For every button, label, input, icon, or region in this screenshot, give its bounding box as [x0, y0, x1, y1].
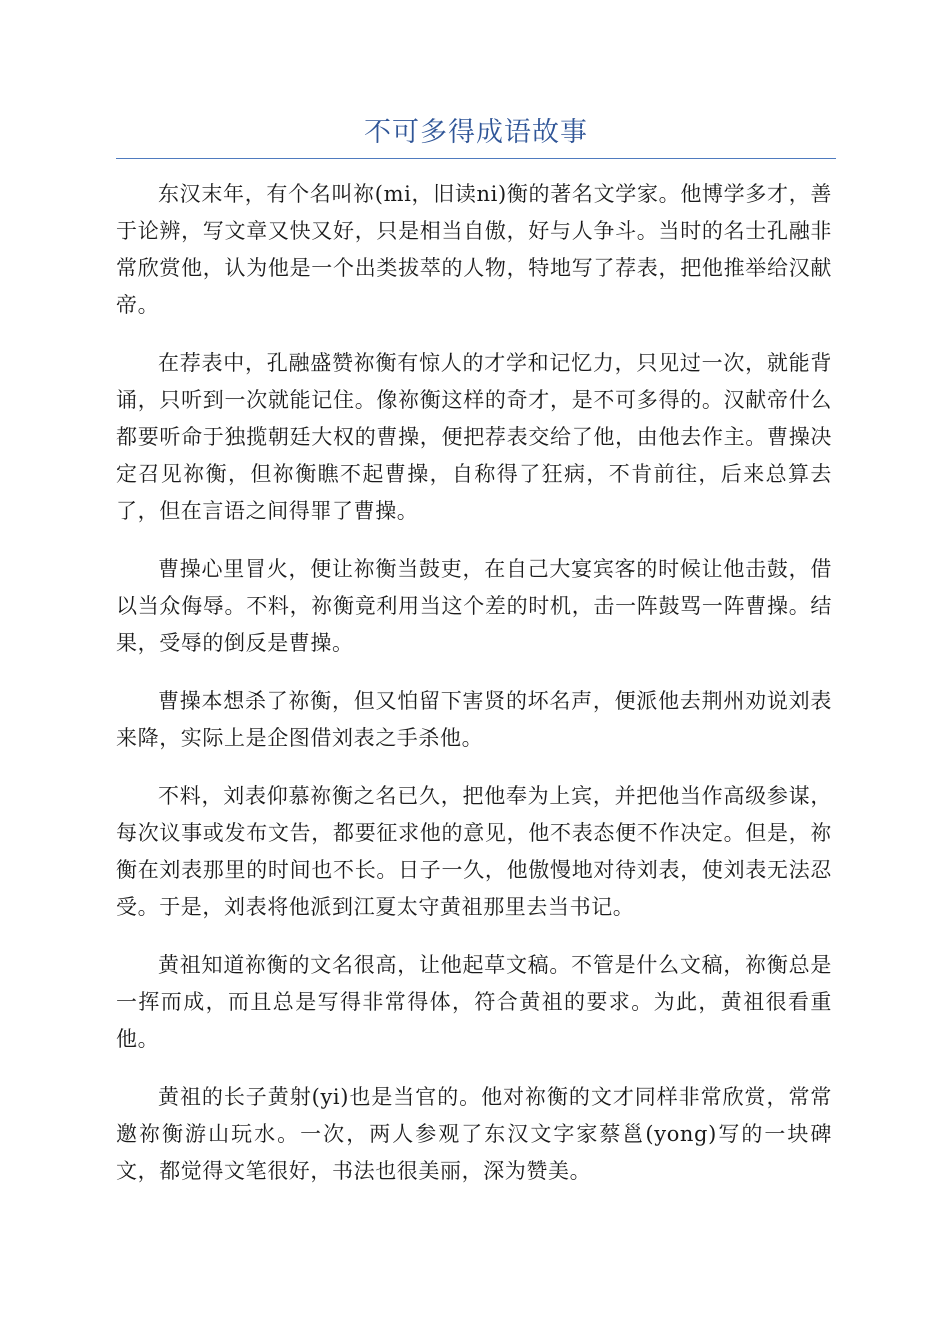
paragraph-7: 黄祖的长子黄射(yi)也是当官的。他对祢衡的文才同样非常欣赏，常常邀祢衡游山玩水。一次，两人参观了东汉文字家蔡邕(yong)写的一块碑文，都觉得文笔很好，书法也很美丽，深为赞美。 [116, 1085, 832, 1183]
title-block [116, 108, 836, 159]
page-title: 不可多得成语故事 [364, 117, 588, 148]
paragraph-6: 黄祖知道祢衡的文名很高，让他起草文稿。不管是什么文稿，祢衡总是一挥而成，而且总是写得非常得体，符合黄祖的要求。为此，黄祖很看重他。 [116, 953, 832, 1051]
paragraph-4: 曹操本想杀了祢衡，但又怕留下害贤的坏名声，便派他去荆州劝说刘表来降，实际上是企图借刘表之手杀他。 [116, 689, 832, 750]
paragraph-2: 在荐表中，孔融盛赞祢衡有惊人的才学和记忆力，只见过一次，就能背诵，只听到一次就能记住。像祢衡这样的奇才，是不可多得的。汉献帝什么都要听命于独揽朝廷大权的曹操，便把荐表交给了他，由他去作主。曹操决定召见祢衡，但祢衡瞧不起曹操，自称得了狂病，不肯前往，后来总算去了，但在言语之间得罪了曹操。 [116, 351, 832, 523]
document-body [116, 176, 832, 1211]
paragraph-5: 不料，刘表仰慕祢衡之名已久，把他奉为上宾，并把他当作高级参谋，每次议事或发布文告，都要征求他的意见，他不表态便不作决定。但是，祢衡在刘表那里的时间也不长。日子一久，他傲慢地对待刘表，使刘表无法忍受。于是，刘表将他派到江夏太守黄祖那里去当书记。 [116, 784, 832, 919]
paragraph-3: 曹操心里冒火，便让祢衡当鼓吏，在自己大宴宾客的时候让他击鼓，借以当众侮辱。不料，祢衡竟利用当这个差的时机，击一阵鼓骂一阵曹操。结果，受辱的倒反是曹操。 [116, 557, 832, 655]
paragraph-1: 东汉末年，有个名叫祢(mi，旧读ni)衡的著名文学家。他博学多才，善于论辨，写文章又快又好，只是相当自傲，好与人争斗。当时的名士孔融非常欣赏他，认为他是一个出类拔萃的人物，特地写了荐表，把他推举给汉献帝。 [116, 182, 832, 317]
